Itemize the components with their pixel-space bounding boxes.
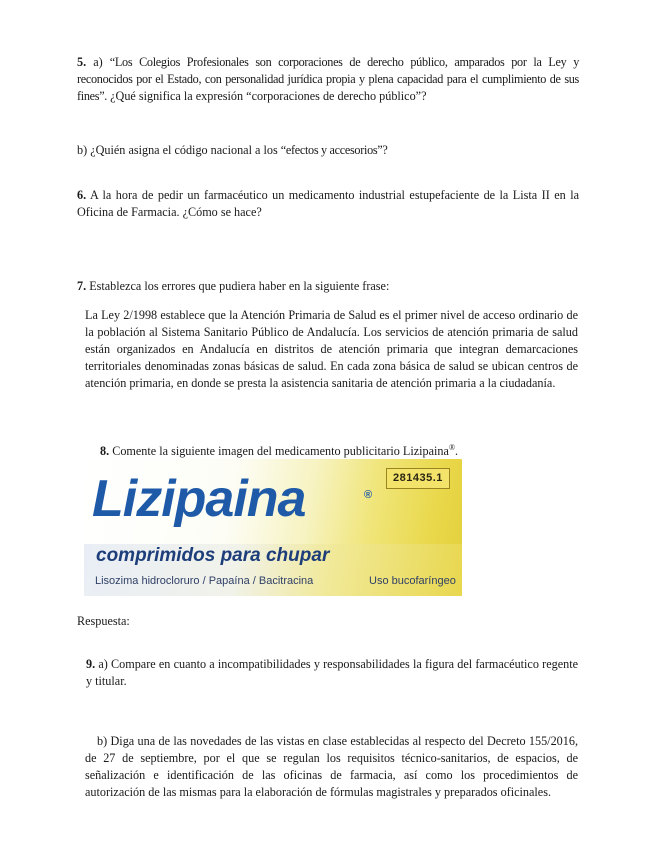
question-8-number: 8. <box>100 444 110 458</box>
product-brand: Lizipaina <box>92 470 306 528</box>
question-5a-prefix: a) <box>93 55 103 69</box>
product-form: comprimidos para chupar <box>96 545 330 566</box>
question-7-text: Establezca los errores que pudiera haber en la siguiente frase: <box>89 279 390 293</box>
product-route: Uso bucofaríngeo <box>369 575 456 587</box>
question-7-number: 7. <box>77 279 87 293</box>
question-5b <box>77 142 579 159</box>
question-5b-text: b) ¿Quién asigna el código nacional a los <box>77 143 278 157</box>
question-5b-quote: “efectos y accesorios” <box>280 143 383 157</box>
question-9-number: 9. <box>86 657 96 671</box>
product-ingredients: Lisozima hidrocloruro / Papaína / Bacitracina <box>95 575 314 587</box>
question-7-quote: La Ley 2/1998 establece que la Atención Primaria de Salud es el primer nivel de acceso ordinario de la población al Sistema Sanitario Público de Andalucía. Los servicios de atención primaria de salud están organizados en Andalucía en distritos de atención primaria que integran demarcaciones territoriales denominadas zonas básicas de salud. En cada zona básica de salud se ubican centros de atención primaria, en donde se presta la asistencia sanitaria de atención primaria a la ciudadanía. <box>85 308 578 390</box>
product-national-code: 281435.1 <box>386 468 450 489</box>
question-5a <box>77 54 579 105</box>
question-6-number: 6. <box>77 188 87 202</box>
question-9a <box>86 656 578 690</box>
question-6-text: A la hora de pedir un farmacéutico un medicamento industrial estupefaciente de la Lista II en la Oficina de Farmacia. ¿Cómo se hace? <box>77 188 579 219</box>
answer-label: Respuesta: <box>77 614 130 628</box>
question-6 <box>77 187 579 221</box>
question-5a-quote: “Los Colegios Profesionales son corporaciones de derecho público, amparados por la Ley y reconocidos por el Estado, con personalidad jurídica propia y plena capacidad para el cumplimiento de sus fines”. <box>77 55 580 103</box>
question-8-end: . <box>455 444 459 458</box>
question-8-text: Comente la siguiente imagen del medicamento publicitario Lizipaina <box>112 444 449 458</box>
question-7 <box>77 278 579 295</box>
question-9b: b) Diga una de las novedades de las vistas en clase establecidas al respecto del Decreto 155/2016, de 27 de septiembre, por el que se regulan los requisitos técnico-sanitarios, de espacios, de señalización e identificación de las oficinas de farmacia, así como los procedimientos de autorización de las mismas para la elaboración de fórmulas magistrales y preparados oficinales. <box>85 734 578 799</box>
product-reg-mark: ® <box>364 489 373 501</box>
product-box-image <box>84 459 462 596</box>
question-8-reg-mark: ® <box>448 442 456 452</box>
question-9a-text: a) Compare en cuanto a incompatibilidades y responsabilidades la figura del farmacéutico regente y titular. <box>86 657 578 688</box>
question-5a-question: ¿Qué significa la expresión “corporaciones de derecho público”? <box>110 89 427 103</box>
question-8 <box>100 443 570 460</box>
question-5b-end: ? <box>382 143 388 157</box>
question-5-number: 5. <box>77 55 87 69</box>
